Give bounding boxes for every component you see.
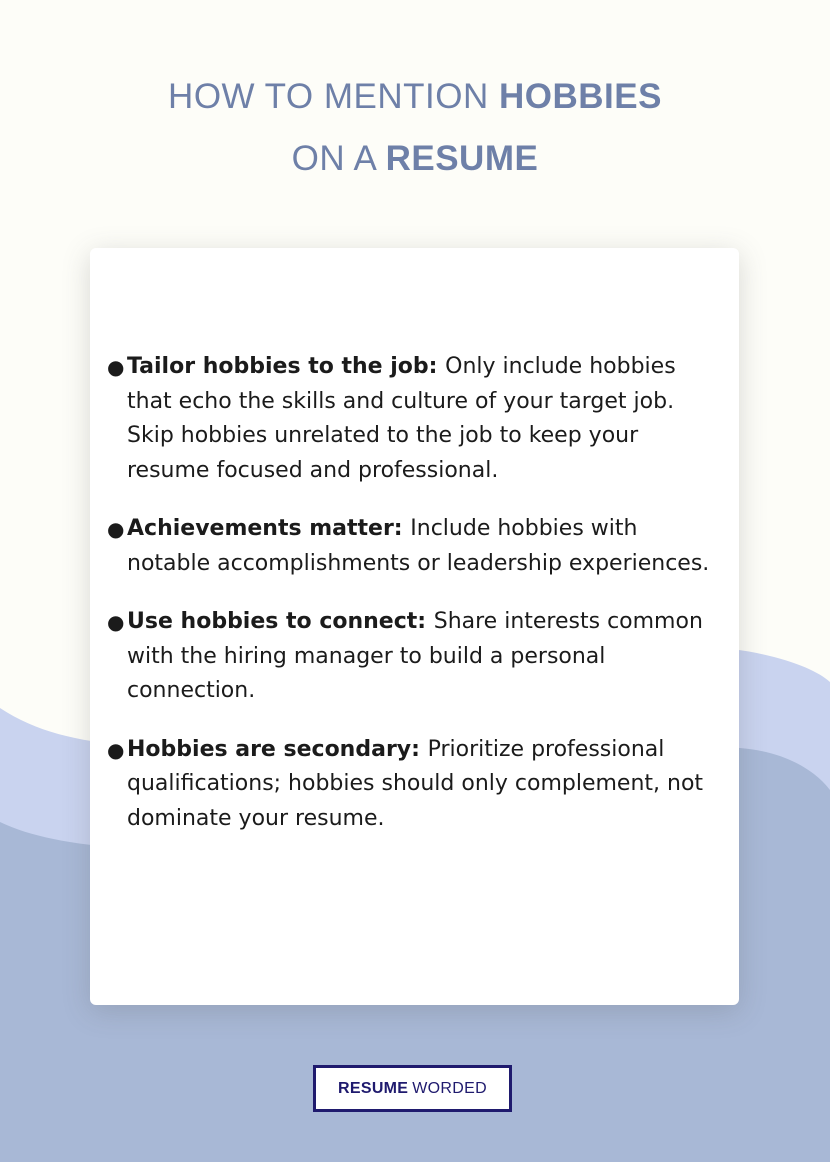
title-line-1-strong: HOBBIES bbox=[498, 77, 662, 116]
bullet-icon: ● bbox=[107, 737, 125, 762]
logo-strong-text: RESUME bbox=[338, 1079, 409, 1097]
tip-text: Include hobbies with notable accomplishments or leadership experiences. bbox=[127, 516, 710, 576]
title-line-1 bbox=[0, 66, 830, 128]
tip-item bbox=[107, 605, 712, 709]
tip-text: Prioritize professional qualifications; hobbies should only complement, not dominate your resume. bbox=[127, 736, 704, 831]
bullet-icon: ● bbox=[107, 517, 125, 541]
title-line-2 bbox=[0, 128, 830, 190]
tip-item bbox=[107, 733, 712, 837]
resume-worded-logo[interactable] bbox=[313, 1065, 512, 1112]
tip-text: Share interests common with the hiring manager to build a personal connection. bbox=[127, 609, 703, 703]
title-line-1-prefix: HOW TO MENTION bbox=[168, 77, 499, 116]
title-line-2-strong: RESUME bbox=[385, 139, 539, 178]
tips-card bbox=[90, 248, 739, 1005]
title-line-2-prefix: ON A bbox=[291, 139, 386, 178]
tip-item bbox=[107, 512, 712, 581]
tip-title: Hobbies are secondary: bbox=[127, 736, 428, 762]
tip-title: Use hobbies to connect: bbox=[127, 609, 434, 634]
tip-text: Only include hobbies that echo the skills and culture of your target job. Skip hobbies unrelated to the job to keep your resume focused and professional. bbox=[127, 354, 676, 483]
tip-title: Tailor hobbies to the job: bbox=[127, 354, 446, 379]
tip-title: Achievements matter: bbox=[127, 516, 411, 541]
tips-list bbox=[107, 350, 712, 860]
logo-light-text: WORDED bbox=[412, 1079, 487, 1097]
bullet-icon: ● bbox=[107, 610, 125, 634]
bullet-icon: ● bbox=[107, 355, 125, 379]
tip-item bbox=[107, 350, 712, 488]
page-title bbox=[0, 66, 830, 190]
